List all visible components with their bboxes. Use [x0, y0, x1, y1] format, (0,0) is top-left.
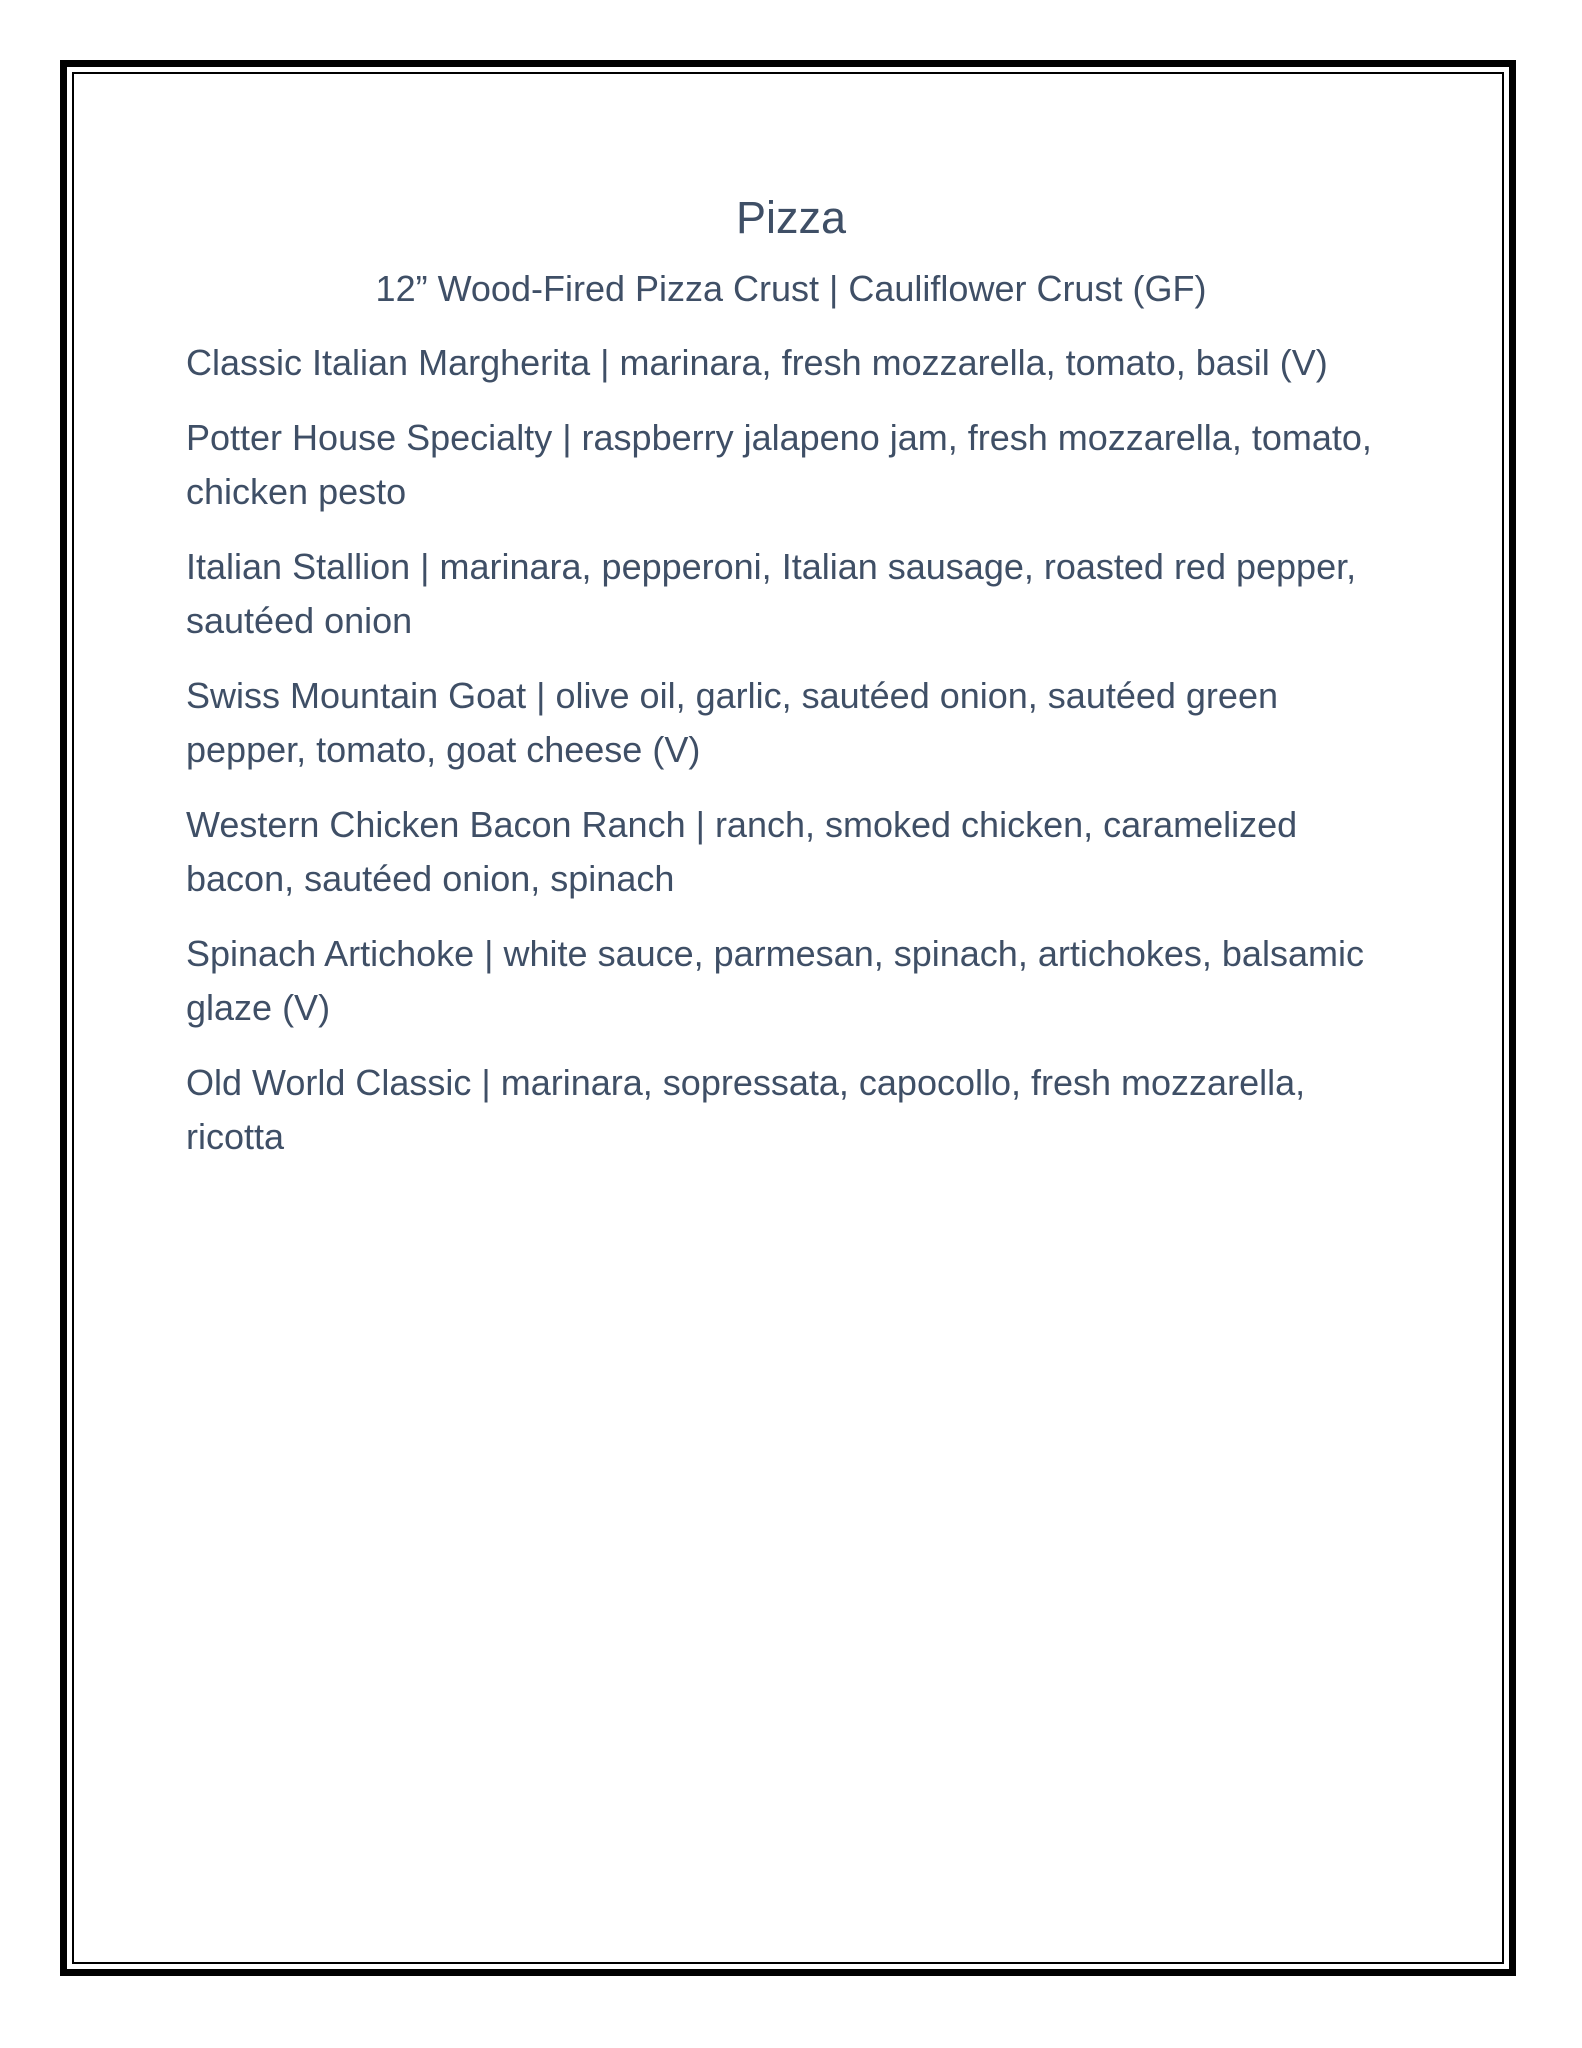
menu-item-old-world-classic: Old World Classic | marinara, sopressata, capocollo, fresh mozzarella, ricotta [186, 1062, 1306, 1157]
menu-item-swiss-mountain-goat: Swiss Mountain Goat | olive oil, garlic, sautéed onion, sautéed green pepper, tomato, goat cheese (V) [186, 675, 1278, 770]
menu-subtitle: 12” Wood-Fired Pizza Crust | Cauliflower Crust (GF) [375, 268, 1207, 309]
menu-item-western-chicken: Western Chicken Bacon Ranch | ranch, smoked chicken, caramelized bacon, sautéed onion, spinach [186, 804, 1298, 899]
menu-title: Pizza [735, 192, 847, 243]
menu-item-spinach-artichoke: Spinach Artichoke | white sauce, parmesan, spinach, artichokes, balsamic glaze (V) [186, 933, 1364, 1028]
menu-item-italian-stallion: Italian Stallion | marinara, pepperoni, Italian sausage, roasted red pepper, sautéed onion [186, 546, 1357, 641]
menu-item-potter-house: Potter House Specialty | raspberry jalapeno jam, fresh mozzarella, tomato, chicken pesto [186, 417, 1372, 512]
menu-content [186, 188, 1396, 1185]
menu-item-margherita: Classic Italian Margherita | marinara, fresh mozzarella, tomato, basil (V) [186, 342, 1328, 383]
